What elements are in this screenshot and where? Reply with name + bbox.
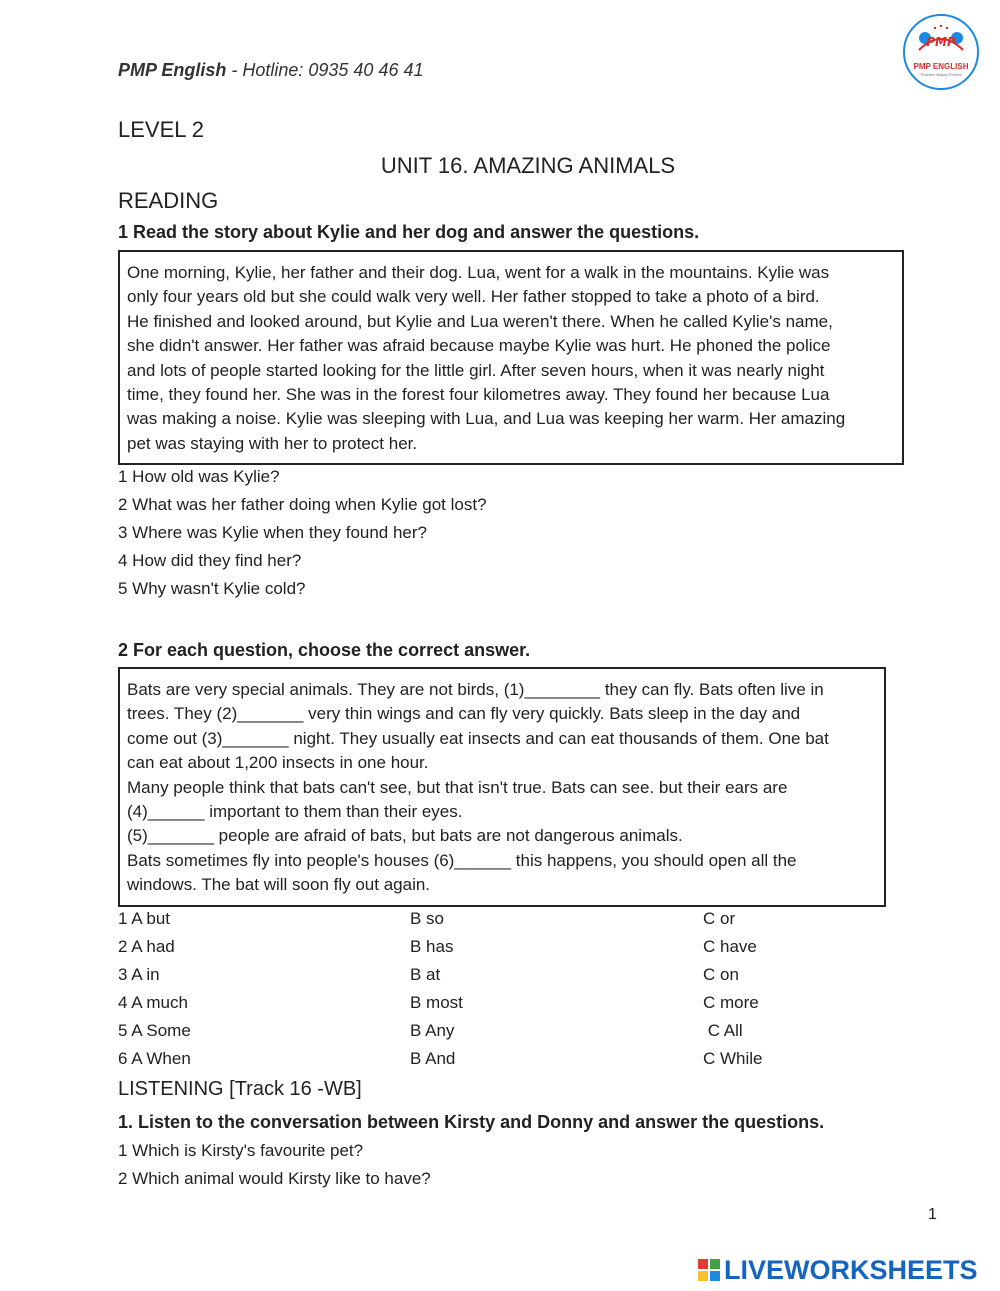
story-line: was making a noise. Kylie was sleeping with Lua, and Lua was keeping her warm. Her amazing: [127, 409, 846, 429]
question-item: 5 Why wasn't Kylie cold?: [118, 579, 306, 598]
unit-title: UNIT 16. AMAZING ANIMALS: [380, 153, 676, 178]
option-a: 4 A much: [118, 993, 188, 1012]
option-b: B most: [410, 993, 463, 1012]
story-line: she didn't answer. Her father was afraid because maybe Kylie was hurt. He phoned the police: [127, 336, 831, 356]
question-item: 4 How did they find her?: [118, 551, 302, 570]
option-c: C more: [703, 993, 759, 1012]
question-item: 1 How old was Kylie?: [118, 467, 280, 486]
option-a: 1 A but: [118, 909, 170, 928]
listening-heading: LISTENING [Track 16 -WB]: [118, 1078, 362, 1100]
bats-line: (5)_______ people are afraid of bats, but bats are not dangerous animals.: [127, 826, 683, 846]
liveworksheets-blocks-icon: [698, 1259, 720, 1281]
story-line: time, they found her. She was in the forest four kilometres away. They found her because Lua: [127, 385, 830, 405]
option-c: C have: [703, 937, 757, 956]
bats-line: windows. The bat will soon fly out again.: [127, 875, 431, 895]
bats-line: Bats are very special animals. They are not birds, (1)________ they can fly. Bats often live in: [127, 680, 824, 699]
question-item: 1 Which is Kirsty's favourite pet?: [118, 1141, 364, 1160]
liveworksheets-wordmark: LIVEWORKSHEETS: [724, 1254, 978, 1285]
bats-text-box: [118, 667, 886, 907]
bats-line: Many people think that bats can't see, but that isn't true. Bats can see. but their ears are: [127, 777, 788, 797]
story-line: One morning, Kylie, her father and their dog. Lua, went for a walk in the mountains. Kylie was: [127, 263, 830, 282]
bats-line: can eat about 1,200 insects in one hour.: [127, 753, 429, 773]
kylie-story-box: [118, 250, 904, 465]
bats-line: come out (3)_______ night. They usually eat insects and can eat thousands of them. One bat: [127, 728, 829, 748]
story-line: He finished and looked around, but Kylie and Lua weren't there. When he called Kylie's name,: [127, 311, 833, 331]
logo-text: PMP ENGLISH: [913, 62, 969, 71]
option-c: C or: [703, 909, 736, 928]
pmp-english-logo: [903, 14, 979, 90]
logo-tagline: Practice Makes Perfect: [920, 72, 962, 77]
listening-task1-title: 1. Listen to the conversation between Kirsty and Donny and answer the questions.: [118, 1112, 825, 1132]
option-c: C on: [703, 965, 739, 984]
story-line: and lots of people started looking for the little girl. After seven hours, when it was nearly night: [127, 360, 825, 380]
option-c: C While: [703, 1049, 763, 1068]
page-number: 1: [928, 1206, 937, 1223]
option-b: B so: [410, 909, 445, 928]
logo-monogram: PMP: [926, 35, 956, 49]
liveworksheets-logo: [698, 1255, 978, 1285]
hotline: - Hotline: 0935 40 46 41: [226, 60, 424, 80]
story-line: only four years old but she could walk very well. Her father stopped to take a photo of a bird.: [127, 287, 820, 307]
reading-task2-title: 2 For each question, choose the correct answer.: [118, 640, 531, 660]
option-b: B Any: [410, 1021, 455, 1040]
option-b: B has: [410, 937, 454, 956]
header-line: [118, 60, 423, 81]
bats-line: (4)______ important to them than their eyes.: [127, 802, 463, 822]
option-a: 3 A in: [118, 965, 160, 984]
reading-heading: READING: [118, 188, 219, 213]
reading-task1-title: 1 Read the story about Kylie and her dog and answer the questions.: [118, 222, 700, 242]
bats-line: trees. They (2)_______ very thin wings and can fly very quickly. Bats sleep in the day and: [127, 704, 801, 724]
option-a: 2 A had: [118, 937, 175, 956]
option-a: 5 A Some: [118, 1021, 191, 1040]
question-item: 2 What was her father doing when Kylie got lost?: [118, 495, 487, 514]
bats-line: Bats sometimes fly into people's houses (6)______ this happens, you should open all the: [127, 850, 797, 870]
question-item: 3 Where was Kylie when they found her?: [118, 523, 428, 542]
option-b: B at: [410, 965, 441, 984]
option-b: B And: [410, 1049, 456, 1068]
option-a: 6 A When: [118, 1049, 191, 1068]
level-heading: LEVEL 2: [118, 117, 205, 142]
logo-emblem-icon: [915, 24, 967, 56]
story-line: pet was staying with her to protect her.: [127, 433, 418, 453]
option-c: C All: [703, 1021, 743, 1040]
brand-name: PMP English: [118, 60, 227, 80]
question-item: 2 Which animal would Kirsty like to have?: [118, 1169, 431, 1188]
